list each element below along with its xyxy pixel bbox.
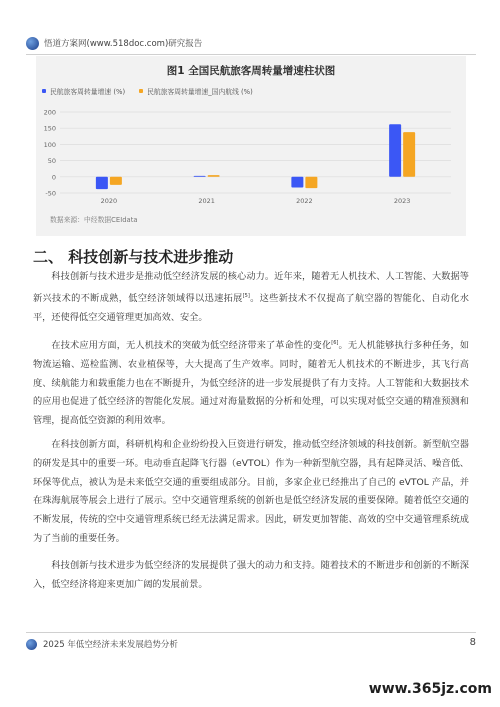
page-footer [26,636,476,652]
p4-text: 科技创新与技术进步为低空经济的发展提供了强大的动力和支持。随着技术的不断进步和创新的不断深入，低空经济将迎来更加广阔的发展前景。 [33,560,469,590]
paragraph-4 [33,557,469,595]
page-header [26,35,476,51]
header-text: 悟道方案网(www.518doc.com)研究报告 [44,39,203,49]
bar-2020-series-1 [96,177,108,189]
p1-text-a: 科技创新与技术进步是推动低空经济发展的核心动力。近年来，随着无人机技术、人工智能、大数据等新兴技术的不断成熟，低空经济领域得以迅速拓展 [33,271,469,304]
section-title: 二、 科技创新与技术进步推动 [33,248,234,266]
paragraph-3 [33,436,469,549]
x-tick-label-2023: 2023 [393,197,411,205]
bar-2023-series-1 [389,124,401,176]
x-tick-label-2022: 2022 [296,197,313,205]
p2-citation: [6] [331,340,339,346]
y-tick-label-1: 0 [51,173,56,182]
legend-label-1: 民航旅客周转量增速 (%) [50,88,126,96]
p1-citation: [5] [242,292,250,299]
y-tick-label-0: -50 [45,189,56,198]
bar-2020-series-2 [110,177,122,185]
paragraph-1 [33,268,469,327]
chart-source: 数据来源：中经数据CEIdata [50,216,138,224]
bar-2023-series-2 [403,132,415,177]
p3-text: 在科技创新方面，科研机构和企业纷纷投入巨资进行研发，推动低空经济领域的科技创新。新型航空器的研发是其中的重要一环。电动垂直起降飞行器（eVTOL）作为一种新型航空器，具有起降灵活、噪音低、环保等优点，被认为是未来低空交通的重要组成部分。目前，多家企业已经推出了自己的 eVTOL 产品，并在珠海航展等展会上进行了展示。空中交通管理系统的创新也是低空经济发展的重要保障。随着低空交通的不断发展，传统的空中交通管理系统已经无法满足需求。因此，研发更加智能、高效的空中交通管理系统成为了当前的重要任务。 [33,439,469,544]
paragraph-2 [33,334,469,431]
bar-chart [36,56,466,236]
bar-2022-series-1 [291,177,303,188]
logo-icon [26,37,39,50]
x-tick-label-2021: 2021 [198,197,215,205]
p1-text-b: 。这些新技术不仅提高了航空器的智能化、自动化水平，还使得低空交通管理更加高效、安全。 [33,292,469,323]
p2-text-a: 在技术应用方面，无人机技术的突破为低空经济带来了革命性的变化 [51,340,332,352]
watermark: www.365jz.com [368,681,492,697]
page-number: 8 [469,637,476,648]
y-tick-label-4: 150 [43,124,56,133]
bar-2022-series-2 [305,177,317,188]
footer-text: 2025 年低空经济未来发展趋势分析 [43,640,178,650]
bar-2021-series-1 [194,176,206,177]
y-tick-label-3: 100 [43,140,56,149]
p2-text-b: 。无人机能够执行多种任务，如物流运输、巡检监测、农业植保等，大大提高了生产效率。同时，随着无人机技术的不断进步，其飞行高度、续航能力和载重能力也在不断提升，为低空经济的进一步发展提供了有力支持。人工智能和大数据技术的应用也促进了低空经济的智能化发展。通过对海量数据的分析和处理，可以实现对低空交通的精准预测和管理，提高低空资源的利用效率。 [33,340,470,427]
footer-divider [26,632,476,633]
bar-2021-series-2 [208,175,220,177]
x-tick-label-2020: 2020 [100,197,118,205]
footer-logo-icon [26,639,37,650]
y-tick-label-5: 200 [43,108,56,117]
chart-figure [36,56,466,236]
header-divider [26,54,476,55]
y-tick-label-2: 50 [47,157,56,166]
chart-title: 图1 全国民航旅客周转量增速柱状图 [166,65,336,77]
legend-label-2: 民航旅客周转量增速_国内航线 (%) [147,88,253,96]
